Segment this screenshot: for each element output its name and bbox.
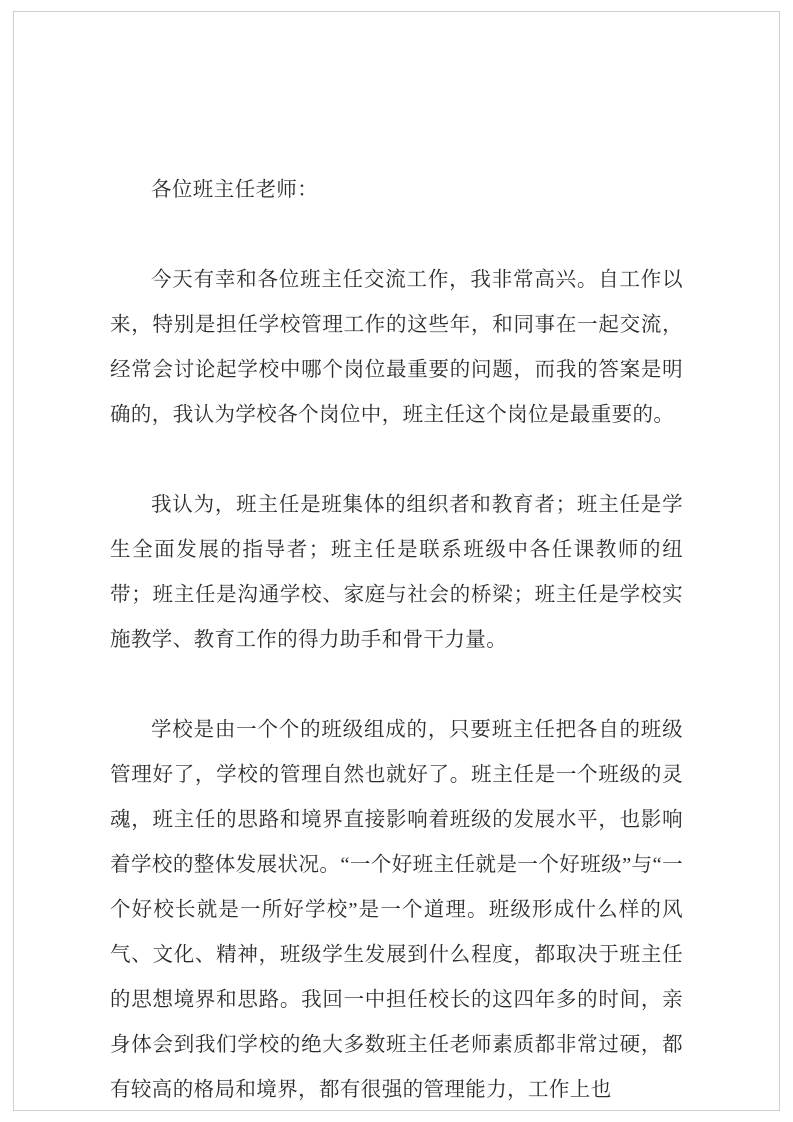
- paragraph-1: 今天有幸和各位班主任交流工作，我非常高兴。自工作以来，特别是担任学校管理工作的这些年，和同事在一起交流，经常会讨论起学校中哪个岗位最重要的问题，而我的答案是明确的，我认为学校各个岗位中，班主任这个岗位是最重要的。: [110, 269, 683, 426]
- paragraph-spacer: [110, 438, 683, 483]
- paragraph-spacer: [110, 663, 683, 708]
- paragraph-salutation: 各位班主任老师：: [151, 179, 319, 201]
- paragraph-spacer: [110, 213, 683, 258]
- paragraph-2: 我认为，班主任是班集体的组织者和教育者；班主任是学生全面发展的指导者；班主任是联系班级中各任课教师的纽带；班主任是沟通学校、家庭与社会的桥梁；班主任是学校实施教学、教育工作的得力助手和骨干力量。: [110, 494, 683, 651]
- paragraph-3: 学校是由一个个的班级组成的，只要班主任把各自的班级管理好了，学校的管理自然也就好了。班主任是一个班级的灵魂，班主任的思路和境界直接影响着班级的发展水平，也影响着学校的整体发展状况。“一个好班主任就是一个好班级”与“一个好校长就是一所好学校”是一个道理。班级形成什么样的风气、文化、精神，班级学生发展到什么程度，都取决于班主任的思想境界和思路。我回一中担任校长的这四年多的时间，亲身体会到我们学校的绝大多数班主任老师素质都非常过硬，都有较高的格局和境界，都有很强的管理能力，工作上也: [110, 719, 683, 1101]
- document-body: [110, 168, 683, 1113]
